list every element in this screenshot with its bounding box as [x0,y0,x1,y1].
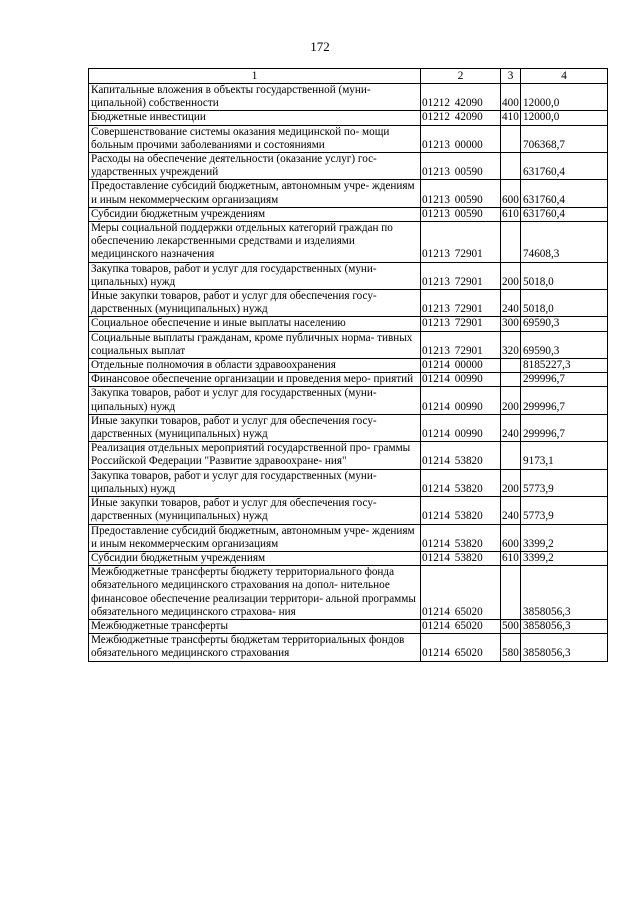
row-name: Социальные выплаты гражданам, кроме публичных норма- тивных социальных выплат [89,331,421,358]
header-col-4: 4 [521,69,608,84]
row-amount: 69590,3 [521,317,608,331]
row-name: Межбюджетные трансферты бюджету территориального фонда обязательного медицинского страхования на допол- нительное финансовое обеспечение реализации территори- альной программы обязательного медицинского страхова- ния [89,566,421,620]
row-code: 01213 00590 [421,207,501,221]
table-row [89,442,608,469]
row-amount: 12000,0 [521,111,608,125]
row-code: 01213 00590 [421,180,501,207]
row-expense-type [501,442,521,469]
row-expense-type [501,359,521,373]
row-code: 01214 53820 [421,524,501,551]
row-expense-type: 320 [501,331,521,358]
table-row [89,180,608,207]
table-row [89,566,608,620]
row-code: 01213 72901 [421,290,501,317]
table-row [89,111,608,125]
table-row [89,222,608,263]
table-row [89,497,608,524]
row-code: 01213 72901 [421,317,501,331]
row-code: 01214 65020 [421,619,501,633]
row-code: 01213 72901 [421,331,501,358]
table-row [89,551,608,565]
row-expense-type: 200 [501,387,521,414]
table-row [89,317,608,331]
table-row [89,524,608,551]
row-code: 01213 00590 [421,153,501,180]
row-amount: 631760,4 [521,153,608,180]
row-name: Социальное обеспечение и иные выплаты населению [89,317,421,331]
header-col-1: 1 [89,69,421,84]
table-header-row [89,69,608,84]
row-code: 01214 53820 [421,497,501,524]
row-code: 01213 00000 [421,125,501,152]
row-name: Иные закупки товаров, работ и услуг для обеспечения госу- дарственных (муниципальных) нужд [89,290,421,317]
table-row [89,262,608,289]
row-code: 01214 65020 [421,634,501,661]
row-expense-type: 600 [501,524,521,551]
table-row [89,290,608,317]
row-code: 01214 00990 [421,387,501,414]
row-code: 01214 00990 [421,414,501,441]
row-expense-type: 200 [501,262,521,289]
row-name: Совершенствование системы оказания медицинской по- мощи больным прочими заболеваниями и состояниями [89,125,421,152]
row-expense-type [501,222,521,263]
header-col-2: 2 [421,69,501,84]
table-row [89,359,608,373]
row-expense-type: 200 [501,469,521,496]
row-name: Бюджетные инвестиции [89,111,421,125]
row-name: Иные закупки товаров, работ и услуг для обеспечения госу- дарственных (муниципальных) нужд [89,497,421,524]
row-name: Субсидии бюджетным учреждениям [89,207,421,221]
row-amount: 631760,4 [521,180,608,207]
table-row [89,84,608,111]
row-amount: 5773,9 [521,497,608,524]
row-expense-type: 300 [502,317,519,330]
table-row [89,634,608,661]
row-amount: 299996,7 [521,373,608,387]
row-code: 01214 00000 [421,359,501,373]
table-row [89,331,608,358]
budget-table [88,68,608,662]
row-name: Иные закупки товаров, работ и услуг для обеспечения госу- дарственных (муниципальных) нужд [89,414,421,441]
row-name: Предоставление субсидий бюджетным, автономным учре- ждениям и иным некоммерческим организациям [89,524,421,551]
row-expense-type: 240 [501,290,521,317]
row-code: 01214 53820 [421,442,501,469]
row-amount: 74608,3 [521,222,608,263]
row-amount: 3858056,3 [521,619,608,633]
table-row [89,414,608,441]
row-name: Закупка товаров, работ и услуг для государственных (муни- ципальных) нужд [89,469,421,496]
row-amount: 299996,7 [521,414,608,441]
page-number: 172 [310,39,330,54]
row-name: Межбюджетные трансферты [89,619,421,633]
row-expense-type: 410 [502,111,519,124]
row-amount: 9173,1 [521,442,608,469]
row-name: Расходы на обеспечение деятельности (оказание услуг) гос- ударственных учреждений [89,153,421,180]
row-amount: 3399,2 [521,551,608,565]
table-row [89,619,608,633]
row-name: Капитальные вложения в объекты государственной (муни- ципальной) собственности [89,84,421,111]
row-name: Закупка товаров, работ и услуг для государственных (муни- ципальных) нужд [89,262,421,289]
row-code: 01214 53820 [421,551,501,565]
row-name: Отдельные полномочия в области здравоохранения [89,359,421,373]
row-name: Реализация отдельных мероприятий государственной про- граммы Российской Федерации "Развитие здравоохране- ния" [89,442,421,469]
row-expense-type: 600 [501,180,521,207]
row-expense-type [501,153,521,180]
table-row [89,469,608,496]
row-expense-type: 400 [501,84,521,111]
row-expense-type: 240 [501,497,521,524]
table-row [89,153,608,180]
row-name: Предоставление субсидий бюджетным, автономным учре- ждениям и иным некоммерческим организациям [89,180,421,207]
row-expense-type: 240 [501,414,521,441]
header-col-3: 3 [501,69,521,84]
row-expense-type: 610 [502,207,519,220]
row-amount: 12000,0 [521,84,608,111]
table-row [89,207,608,221]
row-code: 01214 53820 [421,469,501,496]
row-code: 01212 42090 [421,111,501,125]
row-amount: 299996,7 [521,387,608,414]
row-amount: 631760,4 [521,207,608,221]
row-name: Меры социальной поддержки отдельных категорий граждан по обеспечению лекарственными средствами и изделиями медицинского назначения [89,222,421,263]
row-name: Межбюджетные трансферты бюджетам территориальных фондов обязательного медицинского страхования [89,634,421,661]
row-amount: 8185227,3 [521,359,608,373]
row-expense-type: 610 [502,551,519,564]
row-amount: 3399,2 [521,524,608,551]
table-row [89,125,608,152]
row-amount: 5773,9 [521,469,608,496]
row-amount: 69590,3 [521,331,608,358]
row-expense-type: 500 [502,619,519,632]
row-expense-type: 580 [501,634,521,661]
row-expense-type [501,125,521,152]
row-name: Закупка товаров, работ и услуг для государственных (муни- ципальных) нужд [89,387,421,414]
row-name: Финансовое обеспечение организации и проведения меро- приятий [89,373,421,387]
row-code: 01213 72901 [421,262,501,289]
row-code: 01212 42090 [421,84,501,111]
row-expense-type [501,566,521,620]
row-amount: 706368,7 [521,125,608,152]
row-amount: 5018,0 [521,262,608,289]
row-code: 01214 00990 [421,373,501,387]
row-code: 01213 72901 [421,222,501,263]
row-expense-type [501,373,521,387]
row-code: 01214 65020 [421,566,501,620]
row-amount: 3858056,3 [521,566,608,620]
row-amount: 5018,0 [521,290,608,317]
table-row [89,373,608,387]
row-name: Субсидии бюджетным учреждениям [89,551,421,565]
row-amount: 3858056,3 [521,634,608,661]
table-row [89,387,608,414]
